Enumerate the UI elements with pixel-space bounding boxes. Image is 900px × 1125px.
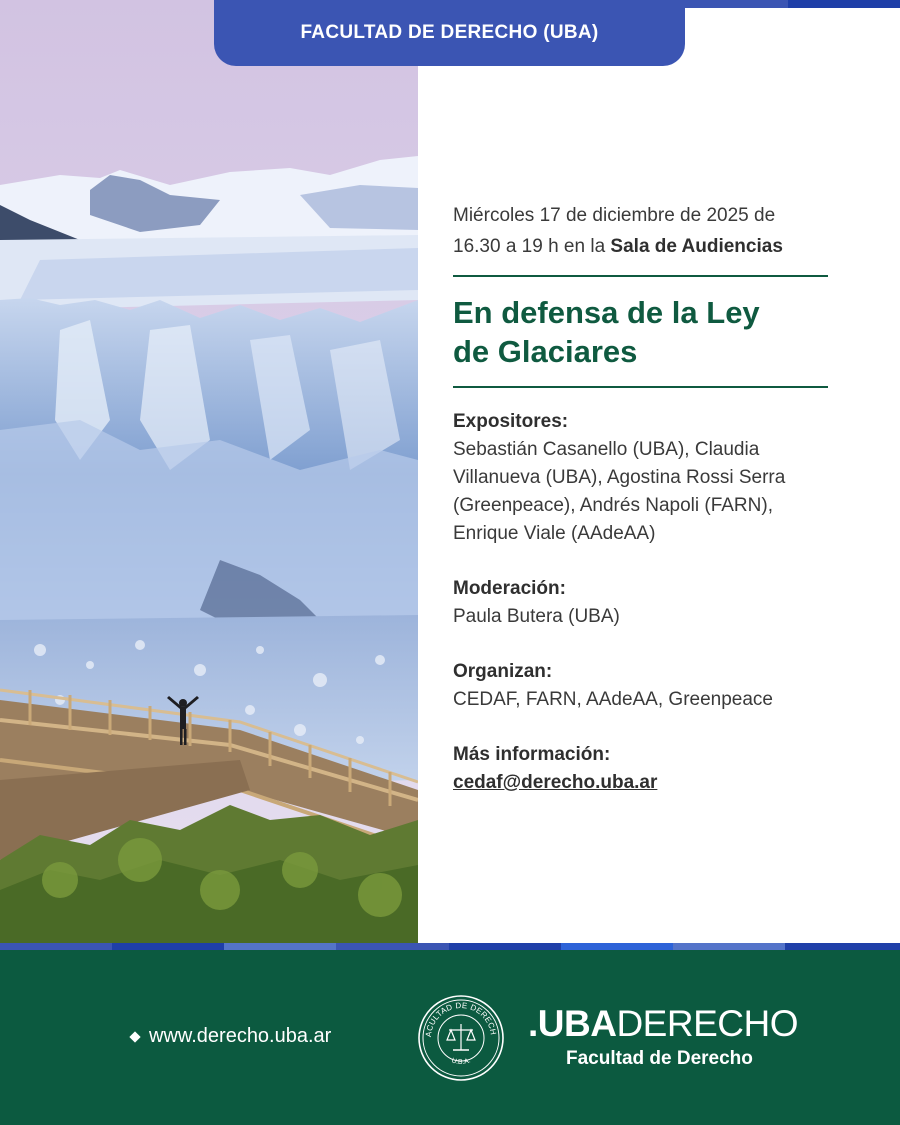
event-details [453,200,833,797]
moderation-text: Paula Butera (UBA) [453,606,620,627]
speakers-line: Villanueva (UBA), Agostina Rossi Serra [453,467,786,488]
footer [0,950,900,1125]
svg-text:FACULTAD DE DERECHO: ACULTAD DE DERECH [423,1000,498,1038]
speakers-label: Expositores: [453,411,569,432]
organizers-text: CEDAF, FARN, AAdeAA, Greenpeace [453,689,773,710]
moderation-section [453,575,833,631]
event-date [453,200,833,262]
glacier-photo [0,0,418,943]
organizers-label: Organizan: [453,661,553,682]
brand-prefix: .UBA [528,1003,617,1044]
event-title [453,293,833,371]
venue: Sala de Audiencias [610,236,783,257]
date-line-1: Miércoles 17 de diciembre de 2025 de [453,205,776,226]
info-section [453,741,833,797]
divider [453,275,828,277]
website-link[interactable] [131,1025,331,1048]
contact-email-link[interactable]: cedaf@derecho.uba.ar [453,772,658,793]
svg-text:U.B.A.: U.B.A. [450,1057,472,1067]
moderation-label: Moderación: [453,578,566,599]
brand-subtitle: Facultad de Derecho [566,1048,753,1069]
info-label: Más información: [453,744,611,765]
uba-seal-logo [417,994,505,1082]
institution-title: FACULTAD DE DERECHO (UBA) [300,22,599,43]
title-line-2: de Glaciares [453,334,638,369]
website-text: www.derecho.uba.ar [149,1025,332,1047]
date-line-2: 16.30 a 19 h en la [453,236,611,257]
uba-derecho-brand [528,1004,798,1070]
title-line-1: En defensa de la Ley [453,295,760,330]
speakers-line: Enrique Viale (AAdeAA) [453,523,656,544]
speakers-list [453,436,833,548]
diamond-bullet-icon [129,1031,140,1042]
speakers-line: (Greenpeace), Andrés Napoli (FARN), [453,495,773,516]
organizers-section [453,658,833,714]
brand-suffix: DERECHO [616,1003,798,1044]
bottom-color-stripe [0,943,900,950]
speakers-line: Sebastián Casanello (UBA), Claudia [453,439,760,460]
institution-header [214,0,685,66]
speakers-section [453,408,833,548]
